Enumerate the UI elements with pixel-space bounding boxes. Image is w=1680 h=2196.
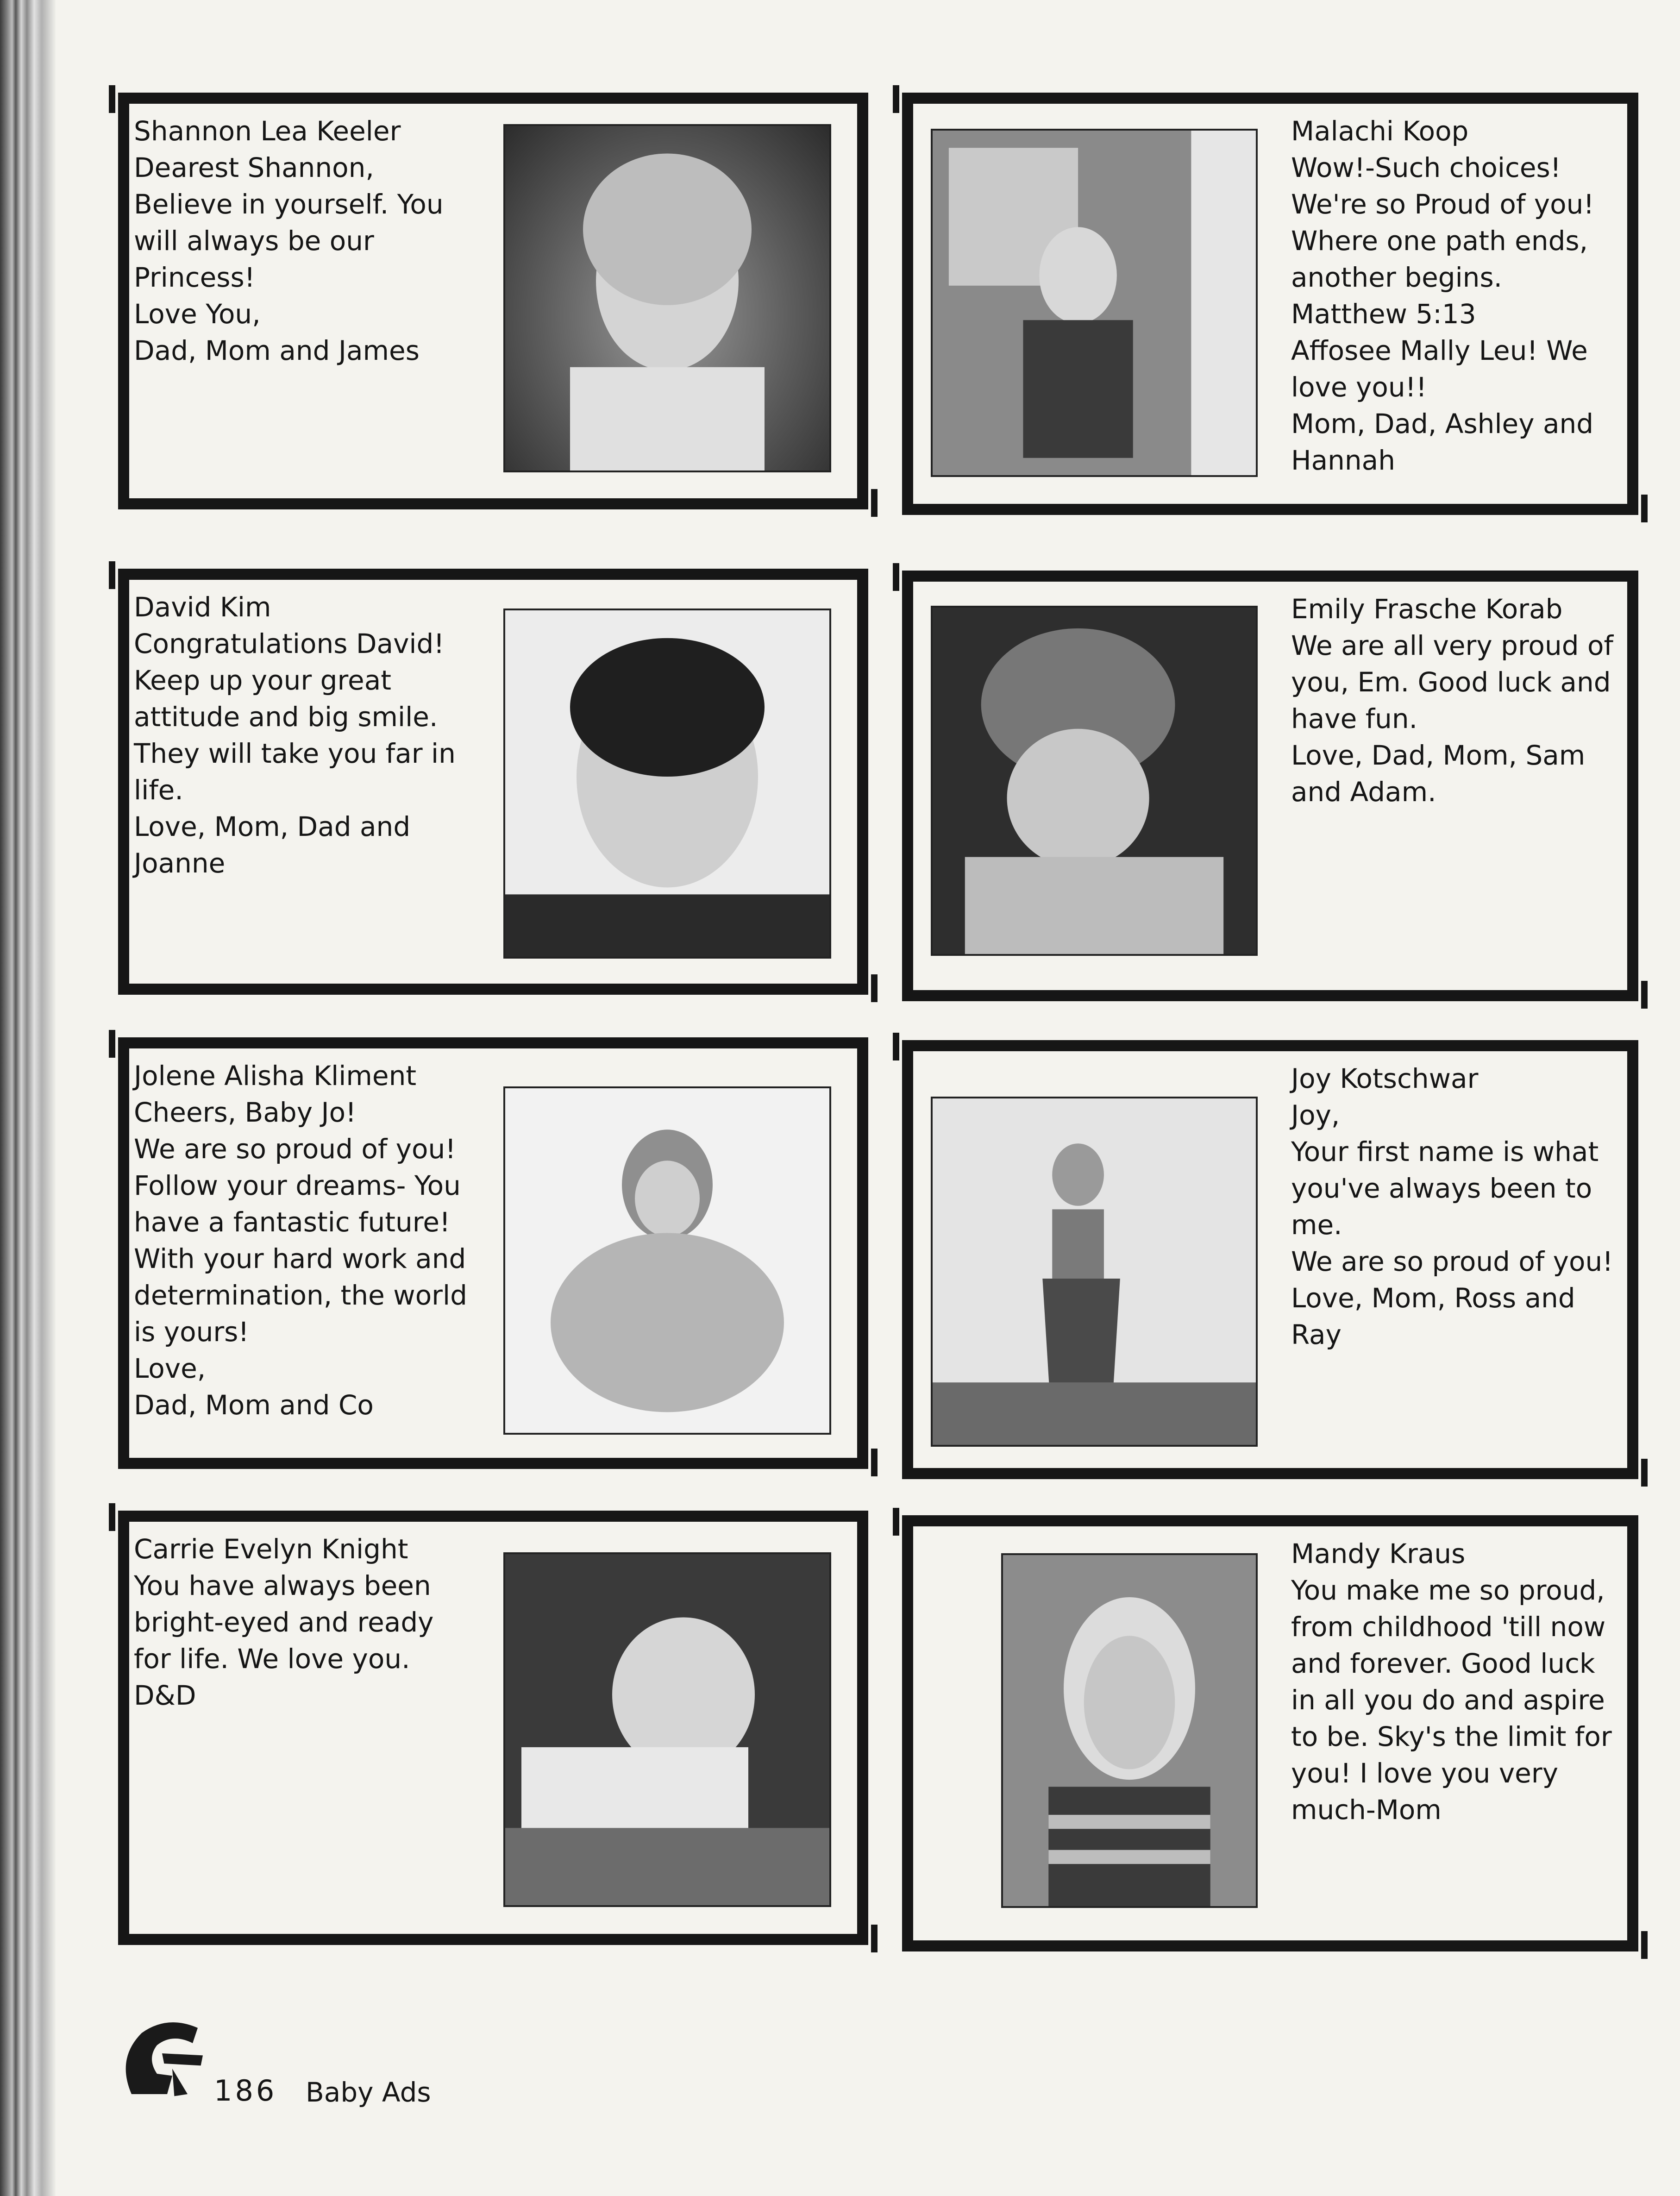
ad-text	[134, 589, 476, 882]
ad-card	[902, 571, 1638, 1001]
book-binding-edge	[0, 0, 56, 2196]
ad-message: You make me so proud, from childhood 'till now and forever. Good luck in all you do and aspire to be. Sky's the limit for you! I love you very much-Mom	[1291, 1575, 1612, 1826]
ad-card	[118, 1511, 868, 1945]
ad-text	[1291, 113, 1620, 479]
page-number: 186	[214, 2074, 277, 2108]
ad-message: We are all very proud of you, Em. Good luck and have fun. Love, Dad, Mom, Sam and Adam.	[1291, 630, 1613, 808]
child-photo	[1001, 1553, 1258, 1908]
child-photo	[931, 1097, 1258, 1447]
ad-text	[134, 1531, 476, 1714]
ad-name: Jolene Alisha Kliment	[134, 1060, 417, 1092]
child-photo	[503, 124, 831, 472]
ad-card	[118, 93, 868, 509]
child-photo	[503, 1552, 831, 1907]
child-photo	[931, 129, 1258, 477]
ad-message: Dearest Shannon, Believe in yourself. You will always be our Princess! Love You, Dad, Mom and James	[134, 152, 444, 366]
ad-card	[902, 93, 1638, 515]
section-title: Baby Ads	[306, 2077, 431, 2108]
ad-message: Wow!-Such choices! We're so Proud of you! Where one path ends, another begins. Matthew 5:13 Affosee Mally Leu! We love you!! Mom, Dad, Ashley and Hannah	[1291, 152, 1594, 476]
ad-text	[1291, 1060, 1620, 1353]
child-photo	[931, 606, 1258, 956]
ad-name: Carrie Evelyn Knight	[134, 1533, 408, 1565]
child-photo	[503, 1086, 831, 1435]
ad-message: You have always been bright-eyed and ready for life. We love you. D&D	[134, 1570, 434, 1711]
school-helmet-logo-icon	[111, 2012, 213, 2105]
ad-name: David Kim	[134, 591, 271, 623]
ad-text	[1291, 1536, 1620, 1828]
ad-name: Joy Kotschwar	[1291, 1063, 1479, 1094]
ad-card	[118, 569, 868, 995]
ad-name: Mandy Kraus	[1291, 1538, 1466, 1569]
ad-message: Congratulations David! Keep up your great attitude and big smile. They will take you far in life. Love, Mom, Dad and Joanne	[134, 628, 456, 879]
ad-text	[134, 1058, 476, 1424]
ad-message: Cheers, Baby Jo! We are so proud of you! Follow your dreams- You have a fantastic future! With your hard work and determination, the world is yours! Love, Dad, Mom and Co	[134, 1097, 467, 1421]
ad-text	[134, 113, 476, 369]
ad-message: Joy, Your first name is what you've always been to me. We are so proud of you! Love, Mom, Ross and Ray	[1291, 1099, 1613, 1350]
ad-text	[1291, 591, 1620, 810]
ad-card	[902, 1515, 1638, 1951]
ad-card	[902, 1040, 1638, 1479]
ad-name: Emily Frasche Korab	[1291, 593, 1563, 625]
ad-card	[118, 1037, 868, 1469]
ad-name: Shannon Lea Keeler	[134, 115, 401, 147]
child-photo	[503, 609, 831, 959]
ad-name: Malachi Koop	[1291, 115, 1469, 147]
